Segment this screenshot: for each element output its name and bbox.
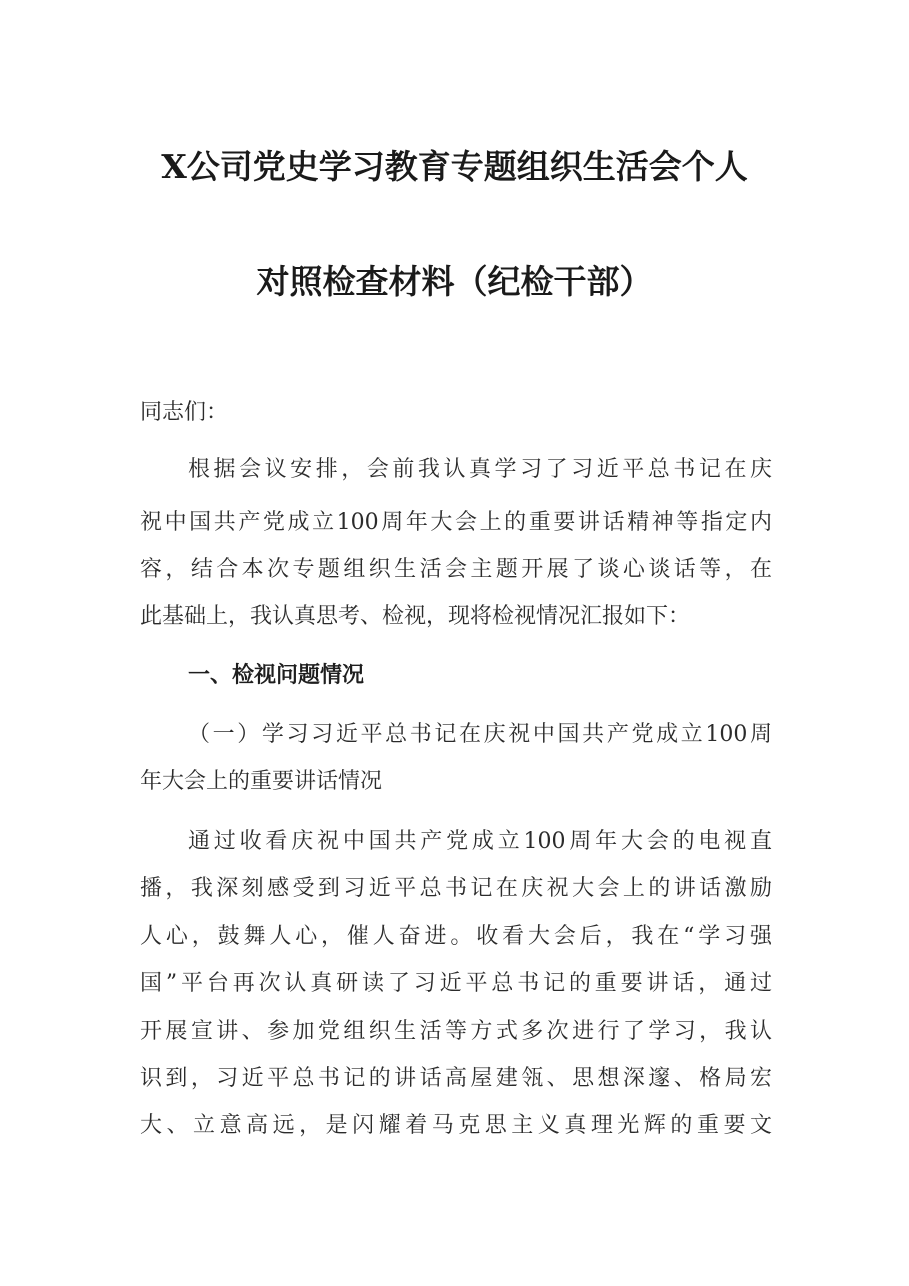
paragraph-2-line-1: 通过收看庆祝中国共产党成立100周年大会的电视直 (188, 829, 772, 854)
subsection-heading-line-2: 年大会上的重要讲话情况 (140, 769, 383, 794)
paragraph-2-line-5: 开展宣讲、参加党组织生活等方式多次进行了学习，我认 (140, 1019, 772, 1044)
paragraph-1-line-3: 容，结合本次专题组织生活会主题开展了谈心谈话等，在 (140, 557, 772, 582)
section-heading-1: 一、检视问题情况 (188, 662, 365, 688)
document-title-line-2: 对照检查材料（纪检干部） (256, 262, 653, 301)
document-title-line-1: X公司党史学习教育专题组织生活会个人 (161, 147, 748, 186)
subsection-heading-line-1: （一）学习习近平总书记在庆祝中国共产党成立100周 (188, 722, 772, 747)
paragraph-2-line-7: 大、立意高远，是闪耀着马克思主义真理光辉的重要文 (140, 1113, 772, 1138)
salutation: 同志们： (140, 400, 229, 425)
paragraph-1-line-4: 此基础上，我认真思考、检视，现将检视情况汇报如下： (140, 604, 691, 629)
paragraph-2-line-6: 识到，习近平总书记的讲话高屋建瓴、思想深邃、格局宏 (140, 1066, 772, 1091)
paragraph-1-line-1: 根据会议安排，会前我认真学习了习近平总书记在庆 (188, 457, 772, 482)
paragraph-2-line-3: 人心，鼓舞人心，催人奋进。收看大会后，我在“学习强 (140, 924, 772, 949)
paragraph-2-line-2: 播，我深刻感受到习近平总书记在庆祝大会上的讲话激励 (140, 876, 772, 901)
paragraph-1-line-2: 祝中国共产党成立100周年大会上的重要讲话精神等指定内 (140, 510, 772, 535)
paragraph-2-line-4: 国”平台再次认真研读了习近平总书记的重要讲话，通过 (140, 971, 772, 996)
